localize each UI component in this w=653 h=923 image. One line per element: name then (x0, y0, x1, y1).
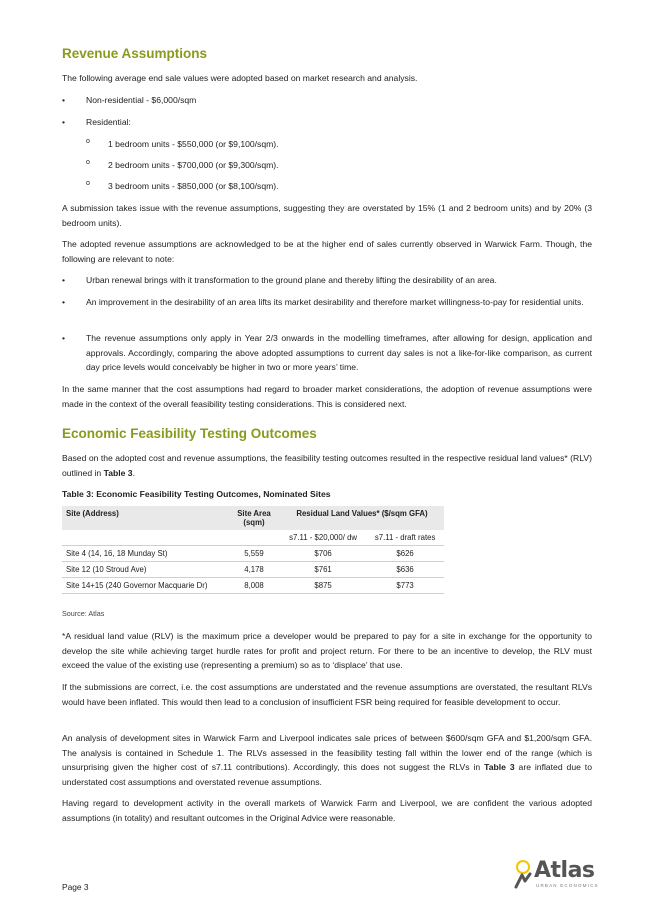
feasibility-table (62, 506, 444, 594)
paragraph: The adopted revenue assumptions are acknowledged to be at the higher end of sales currently observed in Warwick Farm. Though, the following are relevant to note: (62, 239, 592, 264)
table-reference: Table 3 (484, 762, 515, 772)
bullet-icon: • (62, 95, 66, 105)
bullet-icon: • (62, 297, 66, 307)
paragraph: The following average end sale values were adopted based on market research and analysis. (62, 73, 418, 83)
table-source: Source: Atlas (62, 609, 105, 618)
paragraph: Having regard to development activity in the overall markets of Warwick Farm and Liverpool, we are confident the various adopted assumptions (in totality) and resultant outcomes in the Original Advice were reasonable. (62, 798, 592, 823)
table-caption: Table 3: Economic Feasibility Testing Outcomes, Nominated Sites (62, 489, 331, 499)
heading-revenue-assumptions: Revenue Assumptions (62, 46, 208, 61)
paragraph: In the same manner that the cost assumptions had regard to broader market considerations, the adoption of revenue assumptions were made in the context of the overall feasibility testing considerations. This is considered next. (62, 384, 592, 409)
heading-feasibility-outcomes: Economic Feasibility Testing Outcomes (62, 426, 317, 441)
table-subheader-row (62, 530, 444, 546)
paragraph: Based on the adopted cost and revenue assumptions, the feasibility testing outcomes resulted in the respective residual land values* (RLV) outlined in Table 3. (62, 453, 592, 478)
table-reference: Table 3 (103, 467, 133, 478)
column-header-area: Site Area (sqm) (228, 506, 280, 530)
table-header-row (62, 506, 444, 530)
bullet-icon: • (62, 275, 66, 285)
atlas-logo (508, 858, 599, 892)
paragraph: If the submissions are correct, i.e. the cost assumptions are understated and the revenue assumptions are overstated, the resultant RLVs would have been inflated. This would then lead to a conclusion of insufficient FSR being required for feasible development to occur. (62, 682, 592, 707)
column-header-rlv: Residual Land Values* ($/sqm GFA) (280, 506, 444, 530)
subheader-s711-draft: s7.11 - draft rates (366, 530, 444, 546)
footnote: *A residual land value (RLV) is the maximum price a developer would be prepared to pay for a site in exchange for the opportunity to develop the site while achieving target hurdle rates for profit and project return. For there to be an incentive to develop, the RLV must exceed the value of the existing use (representing a premium) so as to ‘displace’ that use. (62, 631, 592, 670)
circle-bullet-icon: o (86, 180, 90, 187)
bullet-icon: • (62, 117, 66, 127)
paragraph: An analysis of development sites in Warwick Farm and Liverpool indicates sale prices of between $600/sqm GFA and $1,200/sqm GFA. The analysis is contained in Schedule 1. The RLVs assessed in the feasibility testing fall within the lower end of the range (which is unsurprising given the higher cost of s7.11 contributions). Accordingly, this does not suggest the RLVs in Table 3 are inflated due to understated cost assumptions and overstated revenue assumptions. (62, 733, 592, 787)
logo-tagline: URBAN ECONOMICS (536, 883, 599, 888)
paragraph: A submission takes issue with the revenue assumptions, suggesting they are overstated by 15% (1 and 2 bedroom units) and by 20% (3 bedroom units). (62, 203, 592, 228)
column-header-site: Site (Address) (62, 506, 228, 530)
circle-bullet-icon: o (86, 159, 90, 166)
circle-bullet-icon: o (86, 138, 90, 145)
logo-wordmark: Atlas (534, 858, 595, 883)
atlas-figure-icon (510, 860, 536, 890)
table-row: Site 12 (10 Stroud Ave) 4,178 $761 $636 (62, 562, 444, 578)
table-row: Site 14+15 (240 Governor Macquarie Dr) 8,008 $875 $773 (62, 578, 444, 594)
subheader-s711-20000: s7.11 - $20,000/ dw (280, 530, 366, 546)
table-row: Site 4 (14, 16, 18 Munday St) 5,559 $706 $626 (62, 546, 444, 562)
bullet-icon: • (62, 333, 66, 343)
page-number: Page 3 (62, 882, 89, 892)
